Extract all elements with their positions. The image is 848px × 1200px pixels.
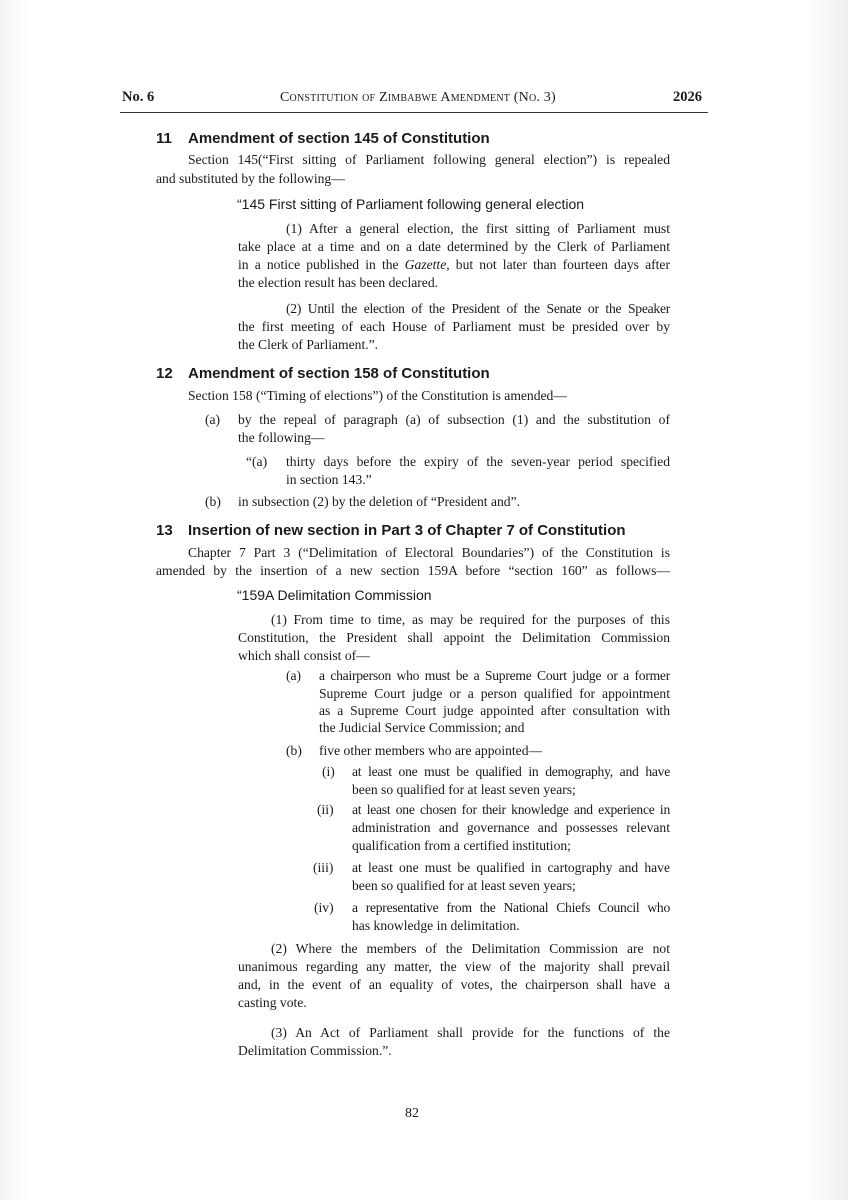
gazette-number: No. 6 — [122, 89, 155, 105]
s159a-subitem-label: (iii) — [313, 860, 334, 875]
section-12-title: Amendment of section 158 of Constitution — [188, 365, 490, 382]
s12-item-a-line: the following— — [238, 430, 325, 445]
s159a-subitem-line: been so qualified for at least seven years; — [352, 878, 576, 893]
s145-p2-line: (2) Until the election of the President of the Senate or the Speaker — [286, 301, 670, 316]
section-13-intro-line: amended by the insertion of a new section 159A before “section 160” as follows— — [156, 563, 670, 578]
s159a-p1-line: which shall consist of— — [238, 648, 370, 663]
s12-item-b-text: in subsection (2) by the deletion of “President and”. — [238, 494, 520, 509]
section-13-number: 13 — [156, 522, 173, 539]
s145-p1-line: take place at a time and on a date determined by the Clerk of Parliament — [238, 239, 670, 254]
s159a-p1-line: Constitution, the President shall appoint the Delimitation Commission — [238, 630, 670, 645]
s159a-subitem-label: (iv) — [314, 900, 334, 915]
s159a-item-a-label: (a) — [286, 668, 302, 683]
year: 2026 — [673, 89, 702, 105]
s145-p1-line: (1) After a general election, the first sitting of Parliament must — [286, 221, 670, 236]
s159a-item-a-line: a chairperson who must be a Supreme Court judge or a former — [319, 668, 670, 683]
section-11-intro-line: Section 145(“First sitting of Parliament following general election”) is repealed — [188, 152, 670, 167]
s159a-subitem-line: been so qualified for at least seven years; — [352, 782, 576, 797]
s145-p2-line: the Clerk of Parliament.”. — [238, 337, 379, 352]
s12-item-a-line: by the repeal of paragraph (a) of subsection (1) and the substitution of — [238, 412, 670, 427]
s159a-p2-line: casting vote. — [238, 995, 307, 1010]
s145-p1-line: in a notice published in the Gazette, but not later than fourteen days after — [238, 257, 670, 272]
s159a-subitem-label: (ii) — [317, 802, 334, 817]
section-12-intro: Section 158 (“Timing of elections”) of the Constitution is amended— — [188, 388, 567, 403]
s159a-subitem-line: at least one chosen for their knowledge and experience in — [352, 802, 670, 817]
s159a-p2-line: (2) Where the members of the Delimitation Commission are not — [271, 941, 670, 956]
s159a-subitem-line: at least one must be qualified in cartography and have — [352, 860, 670, 875]
section-11-title: Amendment of section 145 of Constitution — [188, 130, 490, 147]
s12-quoted-a-line: in section 143.” — [286, 472, 372, 487]
running-title: Constitution of Zimbabwe Amendment (No. 3) — [280, 90, 556, 105]
section-12-number: 12 — [156, 365, 173, 382]
s159a-p2-line: unanimous regarding any matter, the view of the majority shall prevail — [238, 959, 670, 974]
s145-p2-line: the first meeting of each House of Parliament must be presided over by — [238, 319, 670, 334]
s159a-p3-line: (3) An Act of Parliament shall provide for the functions of the — [271, 1025, 670, 1040]
page-number: 82 — [405, 1106, 419, 1121]
s159a-subitem-label: (i) — [322, 764, 335, 779]
s159a-p2-line: and, in the event of an equality of votes, the chairperson shall have a — [238, 977, 670, 992]
section-11-intro-line: and substituted by the following— — [156, 171, 345, 186]
s159a-subitem-line: at least one must be qualified in demography, and have — [352, 764, 670, 779]
s12-quoted-a-label: “(a) — [246, 454, 268, 469]
s159a-item-a-line: the Judicial Service Commission; and — [319, 720, 525, 735]
s12-item-a-label: (a) — [205, 412, 221, 427]
s159a-item-b-text: five other members who are appointed— — [319, 743, 543, 758]
header-rule — [120, 112, 708, 113]
section-11-number: 11 — [156, 130, 172, 147]
s159a-subitem-line: administration and governance and possesses relevant — [352, 820, 670, 835]
section-13-intro-line: Chapter 7 Part 3 (“Delimitation of Electoral Boundaries”) of the Constitution is — [188, 545, 670, 560]
s159a-p3-line: Delimitation Commission.”. — [238, 1043, 392, 1058]
s12-quoted-a-line: thirty days before the expiry of the seven-year period specified — [286, 454, 670, 469]
s159a-p1-line: (1) From time to time, as may be required for the purposes of this — [271, 612, 670, 627]
s159a-subitem-line: a representative from the National Chiefs Council who — [352, 900, 670, 915]
s159a-subitem-line: has knowledge in delimitation. — [352, 918, 520, 933]
s159a-item-a-line: as a Supreme Court judge appointed after consultation with — [319, 703, 670, 718]
s159a-item-a-line: Supreme Court judge or a person qualified for appointment — [319, 686, 670, 701]
s145-p1-line: the election result has been declared. — [238, 275, 439, 290]
s159a-subitem-line: qualification from a certified institution; — [352, 838, 571, 853]
s12-item-b-label: (b) — [205, 494, 221, 509]
s159a-item-b-label: (b) — [286, 743, 302, 758]
section-13-title: Insertion of new section in Part 3 of Chapter 7 of Constitution — [188, 522, 626, 539]
section-159a-heading: “159A Delimitation Commission — [237, 587, 432, 603]
section-145-heading: “145 First sitting of Parliament following general election — [237, 196, 585, 212]
gazette-italic: Gazette — [404, 257, 447, 272]
